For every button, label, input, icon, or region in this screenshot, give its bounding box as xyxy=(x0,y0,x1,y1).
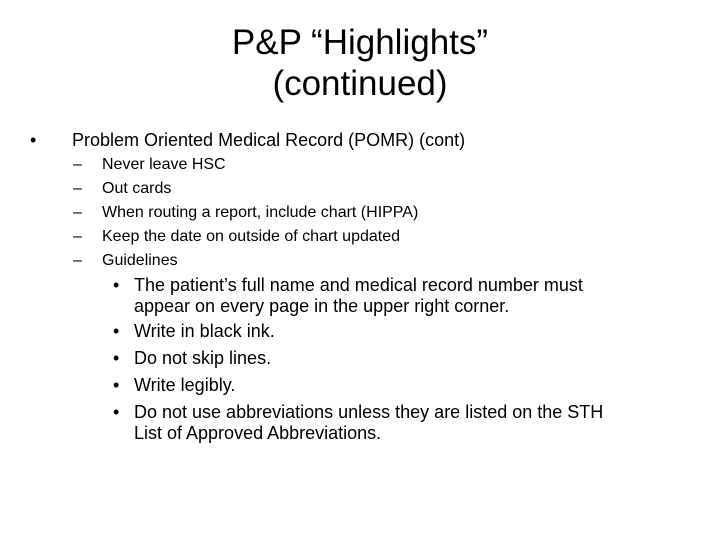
dash-marker: – xyxy=(73,180,82,197)
slide-title xyxy=(0,22,720,104)
guideline-text-line-2: appear on every page in the upper right corner. xyxy=(134,296,510,316)
dash-marker: – xyxy=(73,252,82,269)
guideline-text xyxy=(134,275,694,317)
dash-marker: – xyxy=(73,228,82,245)
dash-marker: – xyxy=(73,156,82,173)
sub-item-text: Never leave HSC xyxy=(102,156,226,173)
bullet-marker: • xyxy=(113,348,120,368)
sub-item-text: Out cards xyxy=(102,180,172,197)
guideline-text: Do not skip lines. xyxy=(134,348,272,368)
bullet-text: Problem Oriented Medical Record (POMR) (cont) xyxy=(72,130,466,150)
guideline-text-line-2: List of Approved Abbreviations. xyxy=(134,423,382,443)
slide-title-line-1: P&P “Highlights” xyxy=(231,23,489,62)
sub-item-text: Guidelines xyxy=(102,252,178,269)
sub-item-text: Keep the date on outside of chart updated xyxy=(102,228,401,245)
slide-title-line-2: (continued) xyxy=(272,64,448,103)
sub-item-text: When routing a report, include chart (HIPPA) xyxy=(102,204,419,221)
dash-marker: – xyxy=(73,204,82,221)
guideline-text xyxy=(134,402,694,444)
guideline-text-line-1: Do not use abbreviations unless they are listed on the STH xyxy=(134,402,604,422)
bullet-marker: • xyxy=(113,275,120,295)
bullet-marker: • xyxy=(113,321,120,341)
guideline-text-line-1: The patient’s full name and medical record number must xyxy=(134,275,583,295)
bullet-marker: • xyxy=(113,375,120,395)
guideline-text: Write in black ink. xyxy=(134,321,275,341)
bullet-marker: • xyxy=(30,130,37,150)
bullet-marker: • xyxy=(113,402,120,422)
guideline-text: Write legibly. xyxy=(134,375,236,395)
